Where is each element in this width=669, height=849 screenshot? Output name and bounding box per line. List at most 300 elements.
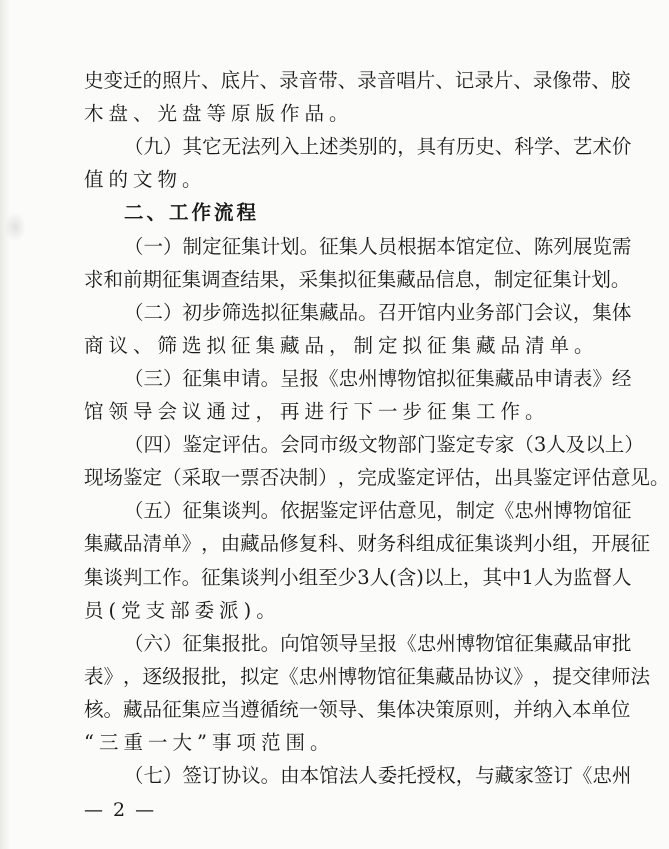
glyph: 协 <box>474 665 494 688</box>
glyph: 片 <box>493 69 514 92</box>
glyph: 览 <box>592 235 612 258</box>
glyph: 述 <box>319 135 339 158</box>
glyph: （ <box>124 367 144 390</box>
glyph: 上 <box>604 433 625 456</box>
glyph: 见 <box>630 466 650 489</box>
glyph: 征 <box>357 268 377 291</box>
text-line <box>124 763 632 789</box>
glyph: 征 <box>630 532 650 555</box>
glyph: 征 <box>182 632 203 655</box>
glyph: 评 <box>435 466 455 489</box>
glyph: 为 <box>553 566 573 589</box>
glyph: 遵 <box>240 698 260 721</box>
glyph: 并 <box>513 698 533 721</box>
glyph: 术 <box>592 135 612 158</box>
glyph: 本 <box>436 235 456 258</box>
glyph: 成 <box>376 466 397 489</box>
glyph: 、 <box>337 69 358 92</box>
glyph: 馆 <box>299 632 320 655</box>
glyph: 协 <box>221 764 242 787</box>
glyph: 开 <box>397 301 417 324</box>
text-line: 值的文物。 <box>84 168 207 191</box>
glyph: 门 <box>514 301 534 324</box>
glyph: 否 <box>259 466 280 489</box>
glyph: 期 <box>142 268 163 291</box>
glyph: 权 <box>436 764 456 787</box>
glyph: 七 <box>143 764 164 787</box>
glyph: 订 <box>553 764 573 787</box>
glyph: 应 <box>201 698 221 721</box>
glyph: 定 <box>259 665 280 688</box>
glyph: ， <box>436 499 456 522</box>
glyph: 计 <box>260 235 281 258</box>
glyph: 级 <box>338 433 359 456</box>
glyph: 拟 <box>436 367 456 390</box>
glyph: 决 <box>415 698 436 721</box>
glyph: 鉴 <box>182 433 203 456</box>
glyph: 制 <box>298 466 319 489</box>
glyph: 定 <box>202 433 222 456</box>
glyph: 议 <box>553 301 573 324</box>
glyph: 提 <box>552 665 572 688</box>
glyph: 州 <box>611 764 632 787</box>
glyph: 家 <box>494 433 515 456</box>
glyph: ， <box>474 466 494 489</box>
glyph: 像 <box>552 69 572 92</box>
glyph: 集 <box>533 632 554 655</box>
glyph: 召 <box>377 301 398 324</box>
glyph: 由 <box>220 532 241 555</box>
glyph: 定 <box>455 433 476 456</box>
glyph: ） <box>624 433 644 456</box>
glyph: 馆 <box>455 235 476 258</box>
glyph: 法 <box>338 764 359 787</box>
glyph: 原 <box>454 698 475 721</box>
glyph: 录 <box>357 69 377 92</box>
glyph: 、 <box>337 532 358 555</box>
glyph: 估 <box>591 466 611 489</box>
glyph: 《 <box>279 665 299 688</box>
glyph: 科 <box>318 532 338 555</box>
glyph: 。 <box>260 632 281 655</box>
glyph: 签 <box>182 764 203 787</box>
glyph: 划 <box>280 235 300 258</box>
glyph: 定 <box>202 235 222 258</box>
glyph: （ <box>124 235 144 258</box>
glyph: 部 <box>397 433 417 456</box>
glyph: 业 <box>455 301 476 324</box>
text-line: “三重一大”事项范围。 <box>84 731 335 754</box>
glyph: 领 <box>319 632 339 655</box>
glyph: 集 <box>415 665 436 688</box>
glyph: 报 <box>181 665 202 688</box>
glyph: ， <box>279 268 299 291</box>
glyph: 价 <box>611 135 632 158</box>
glyph: 需 <box>611 235 632 258</box>
text-line <box>84 465 669 491</box>
glyph: 集 <box>84 566 104 589</box>
glyph: 3 <box>533 433 547 456</box>
glyph: ） <box>163 764 183 787</box>
glyph: 3 <box>357 566 370 589</box>
text-line <box>124 234 632 260</box>
glyph: 请 <box>241 367 261 390</box>
glyph: 人 <box>358 764 378 787</box>
glyph: 申 <box>533 367 554 390</box>
glyph: 拟 <box>337 268 358 291</box>
glyph: 集 <box>318 268 338 291</box>
glyph: 判 <box>513 532 533 555</box>
glyph: 《 <box>397 632 417 655</box>
text-line <box>124 432 644 458</box>
glyph: 人 <box>358 235 378 258</box>
glyph: 经 <box>611 367 632 390</box>
glyph: 物 <box>357 665 377 688</box>
glyph: 核 <box>84 698 104 721</box>
glyph: 鉴 <box>123 466 143 489</box>
glyph: 、 <box>357 698 377 721</box>
glyph: 别 <box>358 135 378 158</box>
glyph: 其 <box>482 566 502 589</box>
glyph: 。 <box>181 566 202 589</box>
glyph: 定 <box>475 235 495 258</box>
glyph: ， <box>455 764 476 787</box>
glyph: 本 <box>571 698 592 721</box>
glyph: 票 <box>240 466 260 489</box>
glyph: 藏 <box>553 632 573 655</box>
glyph: 集 <box>299 301 320 324</box>
glyph: 批 <box>611 632 632 655</box>
glyph: 藏 <box>123 698 143 721</box>
glyph: 含 <box>396 566 417 589</box>
text-line <box>84 664 650 690</box>
glyph: 征 <box>280 301 300 324</box>
glyph: 报 <box>377 632 398 655</box>
glyph: ， <box>493 698 514 721</box>
text-line: 员(党支部委派)。 <box>84 599 281 622</box>
glyph: 本 <box>299 764 320 787</box>
glyph: 初 <box>182 301 203 324</box>
glyph: 财 <box>357 532 377 555</box>
glyph: 估 <box>377 499 398 522</box>
glyph: 纳 <box>532 698 553 721</box>
glyph: 底 <box>220 69 241 92</box>
text-line <box>124 498 632 524</box>
glyph: 一 <box>143 235 164 258</box>
glyph: 、 <box>259 69 280 92</box>
glyph: 州 <box>358 367 378 390</box>
glyph: 集 <box>220 566 241 589</box>
glyph: 物 <box>377 433 398 456</box>
glyph: ） <box>163 235 183 258</box>
glyph: 藏 <box>494 764 515 787</box>
glyph: 一 <box>298 698 319 721</box>
glyph: 、 <box>553 135 573 158</box>
glyph: 统 <box>279 698 299 721</box>
glyph: 集 <box>202 632 222 655</box>
text-line <box>84 531 650 557</box>
glyph: 馆 <box>416 301 437 324</box>
glyph: 。 <box>610 268 631 291</box>
glyph: 员 <box>377 235 398 258</box>
text-line <box>84 697 631 723</box>
text-line: 木盘、光盘等原版作品。 <box>84 102 354 125</box>
glyph: 组 <box>298 566 319 589</box>
glyph: 藏 <box>103 532 124 555</box>
glyph: 馆 <box>376 665 397 688</box>
glyph: 清 <box>142 532 163 555</box>
scan-smudge <box>4 212 26 242</box>
glyph: 入 <box>280 135 300 158</box>
glyph: 审 <box>592 632 612 655</box>
glyph: 谈 <box>103 566 124 589</box>
glyph: 上 <box>299 135 320 158</box>
glyph: 鉴 <box>319 499 339 522</box>
glyph: 品 <box>259 532 280 555</box>
glyph: 。 <box>260 764 281 787</box>
glyph: 忠 <box>416 632 437 655</box>
glyph: 征 <box>182 367 203 390</box>
glyph: 修 <box>279 532 299 555</box>
glyph: 导 <box>337 698 358 721</box>
glyph: 筛 <box>221 301 242 324</box>
glyph: 采 <box>181 466 202 489</box>
glyph: ） <box>163 301 183 324</box>
glyph: 征 <box>162 698 182 721</box>
glyph: 前 <box>123 268 143 291</box>
glyph: 少 <box>337 566 358 589</box>
glyph: 征 <box>319 235 339 258</box>
glyph: ( <box>389 566 397 589</box>
glyph: 同 <box>299 433 320 456</box>
glyph: 工 <box>142 566 163 589</box>
glyph: 批 <box>241 632 261 655</box>
glyph: 定 <box>513 268 533 291</box>
glyph: 务 <box>376 532 397 555</box>
glyph: 级 <box>162 665 182 688</box>
glyph: 它 <box>202 135 222 158</box>
glyph: 决 <box>279 466 299 489</box>
glyph: 会 <box>280 433 300 456</box>
glyph: 忠 <box>298 665 319 688</box>
glyph: 定 <box>338 499 359 522</box>
glyph: 带 <box>571 69 592 92</box>
glyph: 呈 <box>280 367 300 390</box>
glyph: 集 <box>475 367 495 390</box>
glyph: ， <box>532 665 553 688</box>
glyph: 小 <box>279 566 299 589</box>
glyph: 定 <box>552 466 572 489</box>
glyph: 体 <box>611 301 632 324</box>
glyph: 导 <box>338 632 359 655</box>
glyph: 藏 <box>319 301 339 324</box>
glyph: 具 <box>513 466 533 489</box>
glyph: 五 <box>143 499 164 522</box>
glyph: 判 <box>123 566 143 589</box>
text-line <box>124 300 632 326</box>
glyph: 单 <box>162 532 182 555</box>
glyph: 藏 <box>494 367 515 390</box>
glyph: 出 <box>493 466 514 489</box>
glyph: 学 <box>533 135 554 158</box>
glyph: 藏 <box>435 665 455 688</box>
glyph: 人 <box>369 566 390 589</box>
glyph: 馆 <box>494 632 515 655</box>
glyph: 忠 <box>592 764 612 787</box>
glyph: 片 <box>415 69 436 92</box>
glyph: 呈 <box>358 632 378 655</box>
glyph: 调 <box>201 268 221 291</box>
glyph: 迁 <box>123 69 143 92</box>
glyph: 判 <box>259 566 280 589</box>
glyph: 开 <box>591 532 611 555</box>
glyph: 。 <box>260 433 281 456</box>
glyph: 品 <box>454 665 475 688</box>
glyph: 陈 <box>533 235 554 258</box>
glyph: ) <box>416 566 424 589</box>
glyph: 品 <box>514 367 534 390</box>
glyph: 表 <box>572 367 593 390</box>
glyph: 据 <box>299 499 320 522</box>
glyph: 、 <box>513 69 533 92</box>
glyph: 会 <box>533 301 554 324</box>
glyph: 作 <box>162 566 182 589</box>
glyph: 据 <box>416 235 437 258</box>
glyph: 当 <box>220 698 241 721</box>
glyph: 选 <box>241 301 261 324</box>
glyph: 集 <box>181 268 202 291</box>
glyph: （ <box>124 632 144 655</box>
glyph: 务 <box>475 301 495 324</box>
glyph: 步 <box>202 301 222 324</box>
glyph: 果 <box>259 268 280 291</box>
glyph: 批 <box>201 665 221 688</box>
glyph: 及 <box>565 433 586 456</box>
text-line: 馆领导会议通过，再进行下一步征集工作。 <box>84 400 550 423</box>
glyph: 判 <box>241 499 261 522</box>
glyph: （ <box>124 135 144 158</box>
glyph: 集 <box>202 499 222 522</box>
glyph: 中 <box>501 566 522 589</box>
glyph: 藏 <box>240 532 260 555</box>
glyph: 报 <box>299 367 320 390</box>
glyph: ， <box>571 532 592 555</box>
glyph: （ <box>162 466 182 489</box>
glyph: 《 <box>494 499 515 522</box>
text-line <box>84 565 632 591</box>
glyph: 、 <box>435 69 455 92</box>
glyph: 博 <box>377 367 398 390</box>
glyph: 征 <box>532 268 553 291</box>
glyph: 求 <box>84 268 104 291</box>
glyph: 史 <box>475 135 495 158</box>
glyph: 》 <box>103 665 124 688</box>
glyph: 至 <box>318 566 338 589</box>
glyph: 制 <box>493 268 514 291</box>
glyph: 制 <box>455 499 476 522</box>
section-heading: 二、工作流程 <box>124 201 260 224</box>
glyph: 成 <box>435 532 455 555</box>
glyph: 依 <box>280 499 300 522</box>
glyph: ， <box>337 466 358 489</box>
glyph: 艺 <box>572 135 593 158</box>
glyph: 品 <box>123 532 143 555</box>
glyph: 博 <box>553 499 573 522</box>
glyph: （ <box>124 499 144 522</box>
glyph: 则 <box>474 698 494 721</box>
glyph: 无 <box>221 135 242 158</box>
glyph: 征 <box>454 532 475 555</box>
glyph: 品 <box>572 632 593 655</box>
glyph: 历 <box>455 135 476 158</box>
glyph: 。 <box>649 466 669 489</box>
glyph: 记 <box>454 69 475 92</box>
glyph: 内 <box>436 301 456 324</box>
glyph: 具 <box>416 135 437 158</box>
glyph: 签 <box>533 764 554 787</box>
glyph: 评 <box>571 466 592 489</box>
glyph: 征 <box>162 268 182 291</box>
glyph: 组 <box>415 532 436 555</box>
glyph: 藏 <box>396 268 416 291</box>
glyph: 音 <box>376 69 397 92</box>
glyph: 《 <box>572 764 593 787</box>
glyph: 变 <box>103 69 124 92</box>
glyph: 类 <box>338 135 359 158</box>
glyph: 位 <box>610 698 631 721</box>
glyph: 州 <box>533 499 554 522</box>
glyph: 史 <box>84 69 104 92</box>
glyph: 谈 <box>493 532 514 555</box>
glyph: 的 <box>142 69 163 92</box>
glyph: 征 <box>514 632 534 655</box>
glyph: 。 <box>260 499 281 522</box>
glyph: 完 <box>357 466 377 489</box>
glyph: 定 <box>142 466 163 489</box>
glyph: 鉴 <box>396 466 416 489</box>
glyph: 州 <box>318 665 338 688</box>
glyph: 查 <box>220 268 241 291</box>
glyph: 谈 <box>240 566 260 589</box>
glyph: 谈 <box>221 499 242 522</box>
glyph: 与 <box>475 764 495 787</box>
glyph: 鉴 <box>436 433 456 456</box>
glyph: 申 <box>221 367 242 390</box>
glyph: 部 <box>494 301 515 324</box>
glyph: 意 <box>397 499 417 522</box>
glyph: ） <box>163 433 183 456</box>
glyph: （ <box>124 764 144 787</box>
glyph: 其 <box>182 135 203 158</box>
glyph: 展 <box>572 235 593 258</box>
glyph: ， <box>201 532 221 555</box>
glyph: 物 <box>572 499 593 522</box>
glyph: （ <box>124 301 144 324</box>
glyph: 物 <box>397 367 417 390</box>
glyph: 。 <box>260 367 281 390</box>
glyph: 》 <box>181 532 202 555</box>
glyph: 、 <box>494 135 515 158</box>
glyph: 的 <box>377 135 398 158</box>
glyph: 录 <box>279 69 299 92</box>
glyph: 托 <box>397 764 417 787</box>
glyph: 见 <box>416 499 437 522</box>
glyph: 《 <box>319 367 339 390</box>
glyph: ） <box>163 632 183 655</box>
glyph: 议 <box>241 764 261 787</box>
glyph: 征 <box>201 566 221 589</box>
glyph: 逐 <box>142 665 163 688</box>
